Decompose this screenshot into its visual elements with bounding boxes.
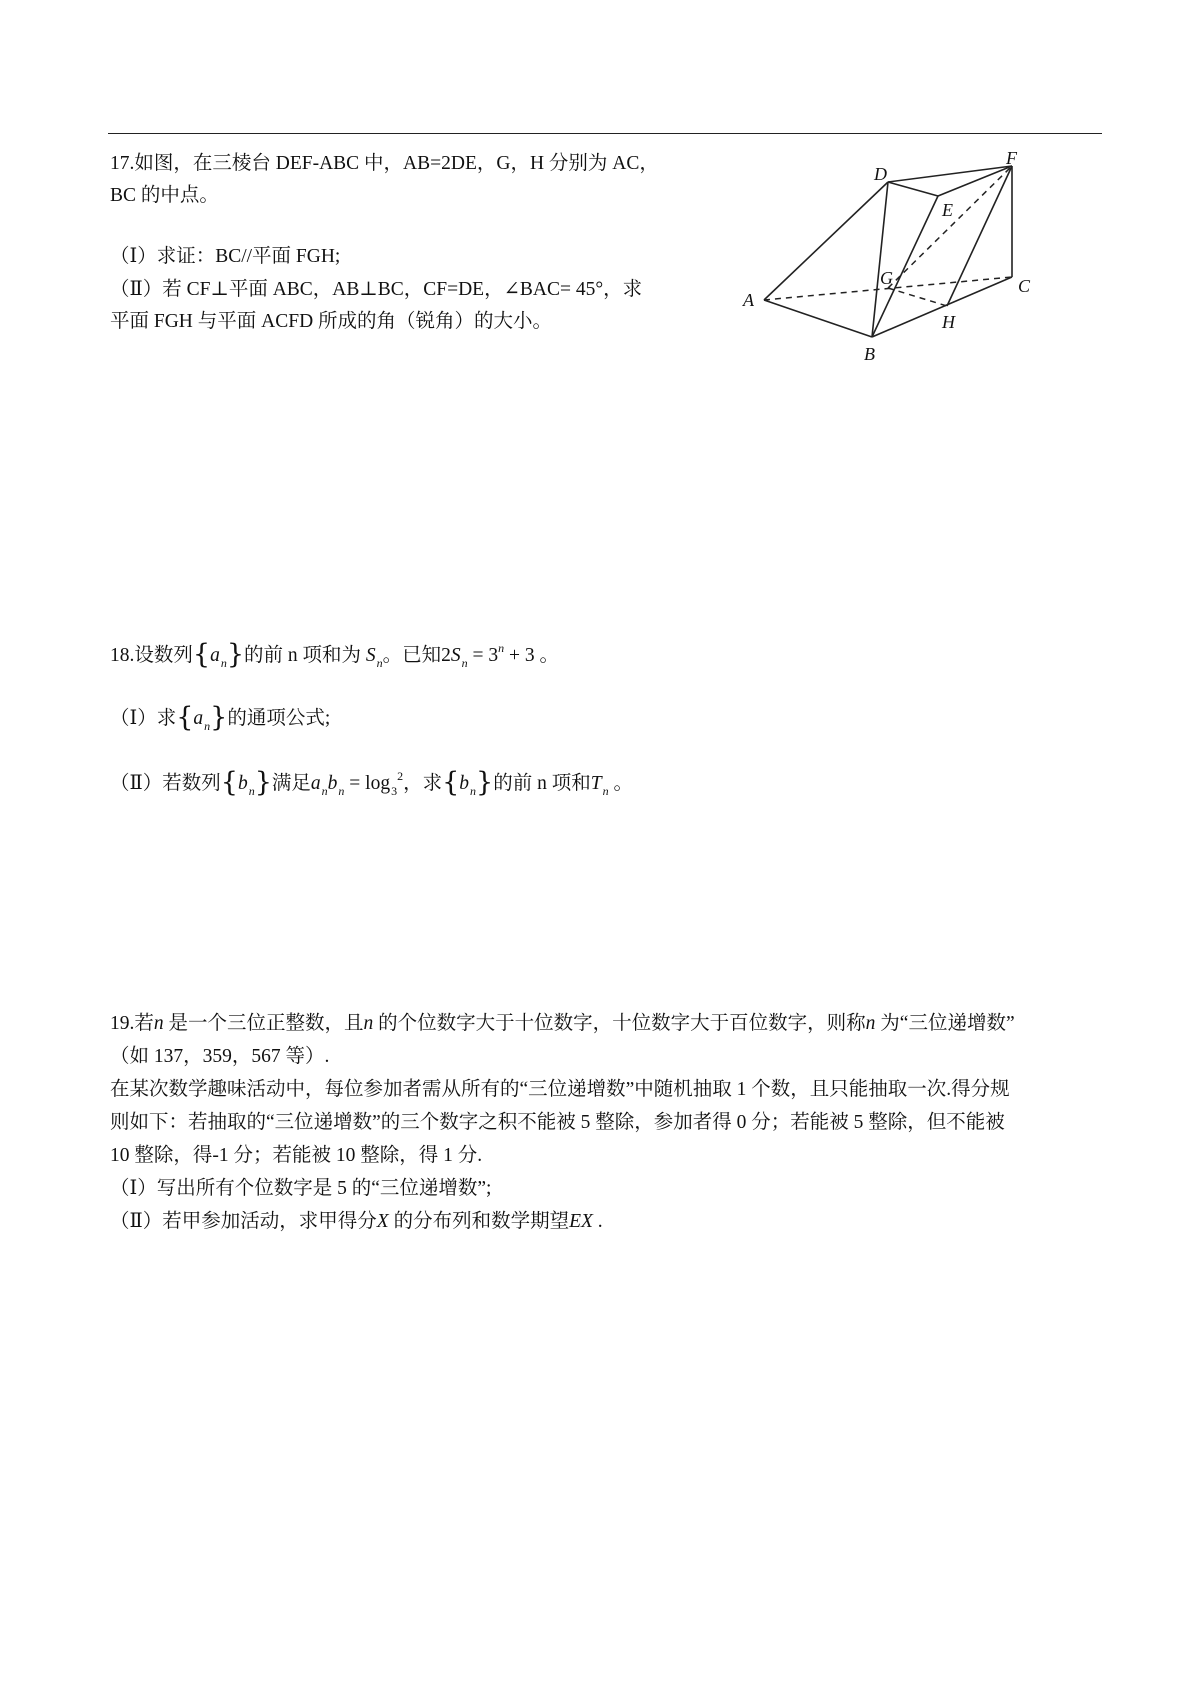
q19-line4: 则如下：若抽取的“三位递增数”的三个数字之积不能被 5 整除，参加者得 0 分；若能被 5 整除，但不能被 bbox=[110, 1112, 1005, 1133]
label-E: E bbox=[942, 200, 953, 220]
q17-line2: BC 的中点。 bbox=[110, 185, 219, 206]
q19-line3: 在某次数学趣味活动中，每位参加者需从所有的“三位递增数”中随机抽取 1 个数，且只能抽取一次.得分规 bbox=[110, 1079, 1010, 1100]
frustum-figure bbox=[740, 148, 1040, 368]
label-B: B bbox=[864, 344, 875, 364]
q19-line5: 10 整除，得-1 分；若能被 10 整除，得 1 分. bbox=[110, 1145, 483, 1166]
label-A: A bbox=[743, 290, 754, 310]
q17-line1: 17.如图，在三棱台 DEF-ABC 中，AB=2DE，G，H 分别为 AC， bbox=[110, 153, 659, 174]
label-D: D bbox=[874, 164, 887, 184]
q19-line2: （如 137，359，567 等）. bbox=[110, 1046, 330, 1067]
q18-part1: （Ⅰ）求$\{a_n\}$的通项公式; bbox=[110, 702, 331, 733]
q17-part1: （Ⅰ）求证：BC//平面 FGH; bbox=[110, 246, 341, 267]
q17-part2-line2: 平面 FGH 与平面 ACFD 所成的角（锐角）的大小。 bbox=[110, 311, 553, 332]
q18-line1: 18.设数列$\{a_n\}$的前 n 项和为 $S_n$。已知$2S_n = 3^n + 3$ 。 bbox=[110, 639, 560, 670]
label-G: G bbox=[880, 268, 893, 288]
label-H: H bbox=[942, 312, 955, 332]
q19-line7: （Ⅱ）若甲参加活动，求甲得分X 的分布列和数学期望EX . bbox=[110, 1211, 603, 1232]
header-rule bbox=[108, 133, 1102, 134]
q18-part2: （Ⅱ）若数列$\{b_n\}$满足$a_nb_n = \log_3^2$，求$\{b_n\}$的前 n 项和$T_n$ 。 bbox=[110, 767, 633, 798]
q19-line6: （Ⅰ）写出所有个位数字是 5 的“三位递增数”; bbox=[110, 1178, 492, 1199]
q17-part2-line1: （Ⅱ）若 CF⊥平面 ABC，AB⊥BC，CF=DE，∠BAC= 45°，求 bbox=[110, 279, 643, 300]
q19-line1: 19.若n 是一个三位正整数，且n 的个位数字大于十位数字，十位数字大于百位数字，则称n 为“三位递增数” bbox=[110, 1013, 1015, 1034]
label-C: C bbox=[1018, 276, 1031, 296]
label-F: F bbox=[1006, 148, 1017, 168]
